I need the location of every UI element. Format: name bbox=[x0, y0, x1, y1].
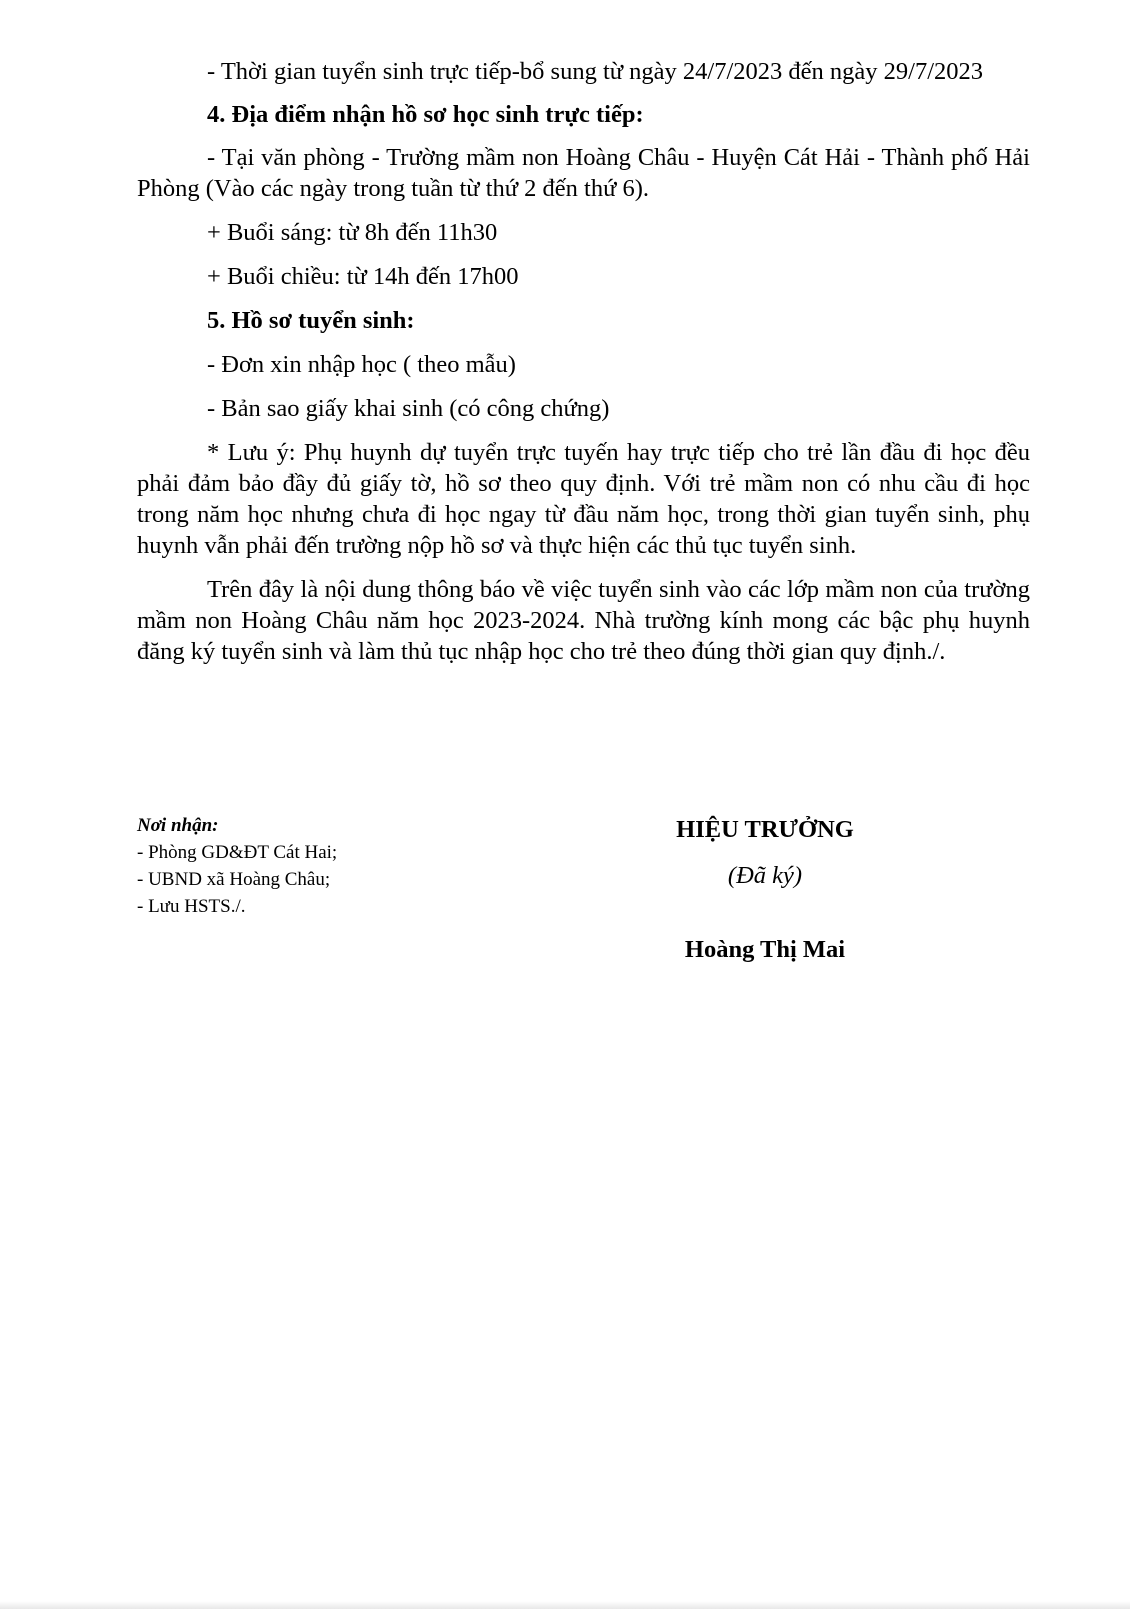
recipients-label: Nơi nhận: bbox=[137, 815, 219, 836]
recipient-item: - Lưu HSTS./. bbox=[137, 896, 246, 917]
document-body bbox=[137, 56, 1030, 667]
paragraph-doc-birth: - Bản sao giấy khai sinh (có công chứng) bbox=[207, 395, 610, 422]
paragraph-morning-hours: + Buổi sáng: từ 8h đến 11h30 bbox=[207, 219, 498, 246]
heading-documents: 5. Hồ sơ tuyển sinh: bbox=[207, 307, 415, 334]
paragraph-note: * Lưu ý: Phụ huynh dự tuyển trực tuyến hay trực tiếp cho trẻ lần đầu đi học đều phải đảm bảo đầy đủ giấy tờ, hồ sơ theo quy định. Với trẻ mầm non có nhu cầu đi học trong năm học nhưng chưa đi học ngay từ đầu năm học, trong thời gian tuyển sinh, phụ huynh vẫn phải đến trường nộp hồ sơ và thực hiện các thủ tục tuyển sinh. bbox=[137, 439, 1030, 559]
paragraph-time-direct: - Thời gian tuyển sinh trực tiếp-bổ sung từ ngày 24/7/2023 đến ngày 29/7/2023 bbox=[207, 58, 984, 85]
heading-location: 4. Địa điểm nhận hồ sơ học sinh trực tiếp: bbox=[207, 101, 644, 128]
paragraph-closing: Trên đây là nội dung thông báo về việc tuyển sinh vào các lớp mầm non của trường mầm non Hoàng Châu năm học 2023-2024. Nhà trường kính mong các bậc phụ huynh đăng ký tuyển sinh và làm thủ tục nhập học cho trẻ theo đúng thời gian quy định./. bbox=[137, 576, 1030, 665]
recipients-block bbox=[137, 812, 557, 920]
paragraph-afternoon-hours: + Buổi chiều: từ 14h đến 17h00 bbox=[207, 263, 519, 290]
paragraph-location: - Tại văn phòng - Trường mầm non Hoàng Châu - Huyện Cát Hải - Thành phố Hải Phòng (Vào các ngày trong tuần từ thứ 2 đến thứ 6). bbox=[137, 144, 1030, 202]
recipient-item: - UBND xã Hoàng Châu; bbox=[137, 869, 331, 890]
signer-name: Hoàng Thị Mai bbox=[684, 936, 846, 963]
page-bottom-edge bbox=[0, 1601, 1130, 1609]
recipient-item: - Phòng GD&ĐT Cát Hai; bbox=[137, 842, 338, 863]
signature-note: (Đã ký) bbox=[727, 862, 803, 889]
paragraph-doc-form: - Đơn xin nhập học ( theo mẫu) bbox=[207, 351, 516, 378]
signature-title: HIỆU TRƯỞNG bbox=[676, 816, 854, 843]
